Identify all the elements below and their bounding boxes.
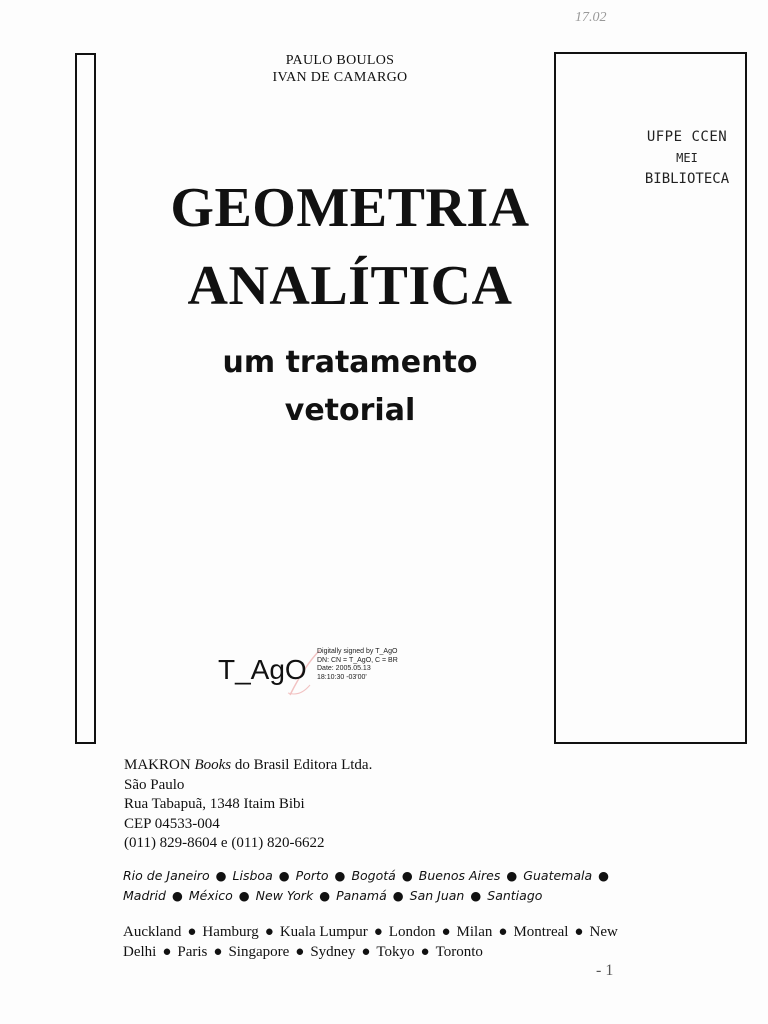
publisher-city: São Paulo: [124, 776, 185, 793]
city-name: Guatemala: [523, 868, 593, 883]
city-name: Madrid: [123, 888, 166, 903]
city-name: Singapore: [228, 944, 290, 960]
bullet-separator: ●: [441, 924, 451, 940]
publisher-phone: (011) 829-8604 e (011) 820-6622: [124, 835, 325, 851]
handwritten-note: 17.02: [575, 10, 607, 25]
publisher-block: [124, 756, 372, 854]
library-stamp-line-3: BIBLIOTECA: [644, 171, 730, 187]
city-name: Kuala Lumpur: [279, 924, 368, 940]
city-name: Panamá: [336, 888, 387, 903]
publisher-name-prefix: MAKRON: [124, 757, 191, 773]
bullet-separator: ●: [361, 944, 371, 960]
city-name: Auckland: [123, 924, 182, 940]
signature-detail-line: Digitally signed by T_AgO: [317, 648, 398, 655]
publisher-name: [124, 756, 372, 776]
city-name: México: [188, 888, 233, 903]
library-stamp-line-1: UFPE CCEN: [646, 129, 728, 145]
cities-line-4: [123, 942, 483, 962]
left-frame: [75, 53, 96, 744]
signature-detail-line: DN: CN = T_AgO, C = BR: [317, 656, 398, 664]
city-name: Hamburg: [202, 924, 259, 940]
margin-scribble: - 1: [596, 962, 614, 979]
cities-line-1: [123, 866, 615, 886]
bullet-separator: ●: [373, 924, 383, 940]
bullet-separator: ●: [470, 888, 482, 903]
bullet-separator: ●: [319, 888, 331, 903]
publisher-street: Rua Tabapuã, 1348 Itaim Bibi: [124, 796, 305, 812]
author-1: PAULO BOULOS: [285, 53, 395, 68]
authors: [200, 52, 480, 86]
signature-details: [317, 648, 398, 682]
bullet-separator: ●: [295, 944, 305, 960]
city-name: Milan: [456, 924, 493, 940]
bullet-separator: ●: [574, 924, 584, 940]
bullet-separator: ●: [392, 888, 404, 903]
signature-detail-line: Date: 2005.05.13: [317, 665, 371, 672]
bullet-separator: ●: [215, 868, 227, 883]
bullet-separator: ●: [213, 944, 223, 960]
cities-line-2: [123, 886, 542, 906]
cities-line-3: [123, 922, 618, 942]
city-name: Porto: [295, 868, 329, 883]
city-name: London: [388, 924, 436, 940]
bullet-separator: ●: [498, 924, 508, 940]
subtitle-line-1: um tratamento: [222, 345, 478, 380]
bullet-separator: ●: [162, 944, 172, 960]
city-name: New York: [255, 888, 314, 903]
bullet-separator: ●: [334, 868, 346, 883]
city-name: Montreal: [513, 924, 569, 940]
signature-detail-line: 18:10:30 -03'00': [317, 673, 367, 681]
city-name: Tokyo: [376, 944, 415, 960]
city-name: Santiago: [487, 888, 543, 903]
publisher-name-suffix: do Brasil Editora Ltda.: [234, 757, 373, 773]
bullet-separator: ●: [420, 944, 430, 960]
bullet-separator: ●: [401, 868, 413, 883]
city-name: Paris: [177, 944, 208, 960]
city-name: New: [589, 924, 618, 940]
city-name: Bogotá: [351, 868, 396, 883]
bullet-separator: ●: [171, 888, 183, 903]
city-name: Sydney: [310, 944, 356, 960]
bullet-separator: ●: [278, 868, 290, 883]
book-title-line-2: ANALÍTICA: [187, 255, 513, 317]
subtitle-line-2: vetorial: [284, 393, 416, 428]
city-name: Buenos Aires: [418, 868, 501, 883]
bullet-separator: ●: [506, 868, 518, 883]
bullet-separator: ●: [264, 924, 274, 940]
city-name: Rio de Janeiro: [123, 868, 210, 883]
city-name: Delhi: [123, 944, 157, 960]
bullet-separator: ●: [598, 868, 610, 883]
publisher-name-italic: Books: [194, 757, 232, 773]
city-name: Lisboa: [232, 868, 273, 883]
bullet-separator: ●: [238, 888, 250, 903]
publisher-cep: CEP 04533-004: [124, 815, 220, 832]
signature-name: T_AgO: [218, 654, 307, 685]
city-name: Toronto: [435, 944, 483, 960]
book-title-line-1: GEOMETRIA: [170, 177, 530, 239]
city-name: San Juan: [409, 888, 465, 903]
library-stamp-line-2: MEI: [676, 151, 698, 165]
bullet-separator: ●: [187, 924, 197, 940]
author-2: IVAN DE CAMARGO: [272, 70, 408, 85]
